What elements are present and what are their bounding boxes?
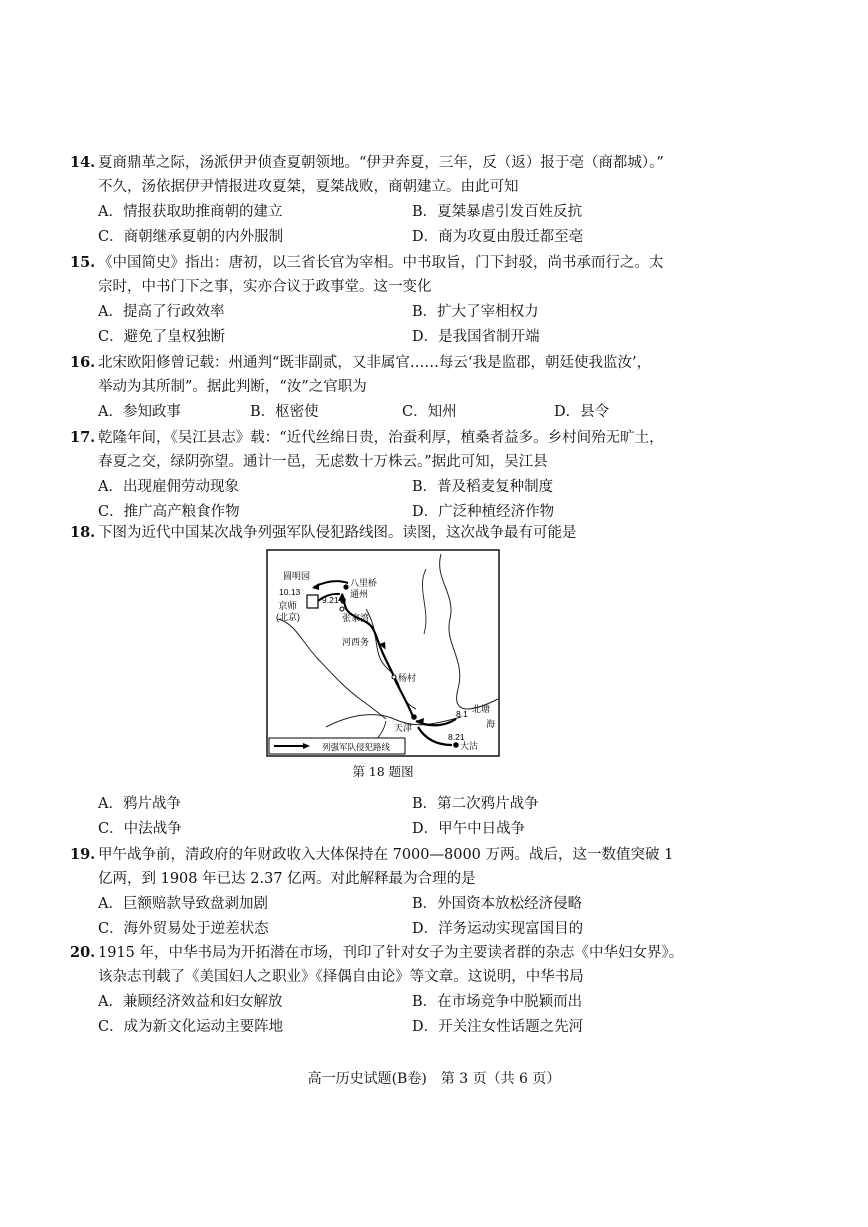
label-date-81: 8.1 <box>456 709 468 719</box>
battle-marker <box>411 714 417 720</box>
question-17 <box>70 425 810 525</box>
stem-line: 亿两，到 1908 年已达 2.37 亿两。对此解释最为合理的是 <box>98 871 476 887</box>
options <box>70 892 810 942</box>
options <box>70 475 810 525</box>
option-a[interactable]: A．鸦片战争 <box>98 796 181 812</box>
option-c[interactable]: C．推广高产粮食作物 <box>98 504 240 520</box>
options <box>70 200 810 250</box>
label-beitang: 北塘 <box>472 704 491 714</box>
label-jingshi: 京师 <box>278 601 298 612</box>
label-tongzhou: 通州 <box>350 589 369 599</box>
question-number: 19. <box>70 846 96 863</box>
option-d[interactable]: D．开关注女性话题之先河 <box>412 1019 584 1035</box>
question-number: 15. <box>70 254 96 271</box>
question-15 <box>70 250 810 350</box>
label-dagu: 大沽 <box>460 741 479 751</box>
options <box>70 792 810 842</box>
option-a[interactable]: A．提高了行政效率 <box>98 304 225 320</box>
map-svg <box>266 549 500 757</box>
battle-marker <box>453 742 459 748</box>
option-d[interactable]: D．是我国省制开端 <box>412 329 540 345</box>
stem-line: 不久，汤依据伊尹情报进攻夏桀，夏桀战败，商朝建立。由此可知 <box>98 179 519 195</box>
label-yangcun: 杨村 <box>398 673 417 683</box>
options <box>70 400 810 425</box>
option-a[interactable]: A．兼顾经济效益和妇女解放 <box>98 994 283 1010</box>
option-c[interactable]: C．商朝继承夏朝的内外服制 <box>98 229 284 245</box>
options <box>70 300 810 350</box>
legend-label: 列强军队侵犯路线 <box>322 742 391 752</box>
option-d[interactable]: D．洋务运动实现富国目的 <box>412 921 584 937</box>
town-marker <box>340 607 344 611</box>
question-stem <box>70 842 810 867</box>
option-c[interactable]: C．避免了皇权独断 <box>98 329 226 345</box>
question-stem <box>70 150 810 175</box>
option-a[interactable]: A．参知政事 <box>98 404 181 420</box>
stem-line: 1915 年，中华书局为开拓潜在市场，刊印了针对女子为主要读者群的杂志《中华妇女界》。 <box>98 945 684 961</box>
question-16 <box>70 350 810 425</box>
options <box>70 990 810 1040</box>
question-stem <box>70 520 810 545</box>
option-c[interactable]: C．海外贸易处于逆差状态 <box>98 921 269 937</box>
option-b[interactable]: B．枢密使 <box>250 404 319 420</box>
label-date-921: 9.21 <box>322 595 339 605</box>
option-c[interactable]: C．中法战争 <box>98 821 182 837</box>
question-number: 20. <box>70 944 96 961</box>
label-date-1013: 10.13 <box>279 587 301 597</box>
option-c[interactable]: C．成为新文化运动主要阵地 <box>98 1019 284 1035</box>
option-b[interactable]: B．夏桀暴虐引发百姓反抗 <box>412 204 583 220</box>
label-yuanmingyuan: 圆明园 <box>283 571 311 581</box>
label-hexiwu: 河西务 <box>342 637 370 647</box>
stem-line: 乾隆年间，《吴江县志》载：“近代丝绵日贵，治蚕利厚，植桑者益多。乡村间殆无旷土， <box>98 430 664 446</box>
question-18-options <box>70 792 810 842</box>
stem-line: 该杂志刊载了《美国妇人之职业》《择偶自由论》等文章。这说明，中华书局 <box>98 969 584 985</box>
question-stem <box>70 350 810 375</box>
label-zhangjiawan: 张家湾 <box>342 613 370 623</box>
capital-marker <box>307 595 318 608</box>
option-b[interactable]: B．第二次鸦片战争 <box>412 796 539 812</box>
stem-line: 《中国简史》指出：唐初，以三省长官为宰相。中书取旨，门下封驳，尚书承而行之。太 <box>98 255 664 271</box>
question-number: 14. <box>70 154 96 171</box>
page-footer: 高一历史试题(B卷) 第 3 页（共 6 页） <box>307 1071 561 1087</box>
option-b[interactable]: B．外国资本放松经济侵略 <box>412 896 583 912</box>
option-b[interactable]: B．普及稻麦复种制度 <box>412 479 554 495</box>
stem-line: 宗时，中书门下之事，实亦合议于政事堂。这一变化 <box>98 279 432 295</box>
label-date-821: 8.21 <box>448 732 465 742</box>
question-19 <box>70 842 810 942</box>
option-b[interactable]: B．扩大了宰相权力 <box>412 304 539 320</box>
label-beijing: (北京) <box>276 612 300 622</box>
question-number: 17. <box>70 429 96 446</box>
label-sea: 海 <box>486 719 496 729</box>
battle-marker <box>340 598 345 603</box>
option-d[interactable]: D．商为攻夏由殷迁都至亳 <box>412 229 584 245</box>
question-number: 16. <box>70 354 96 371</box>
town-marker <box>392 675 396 679</box>
option-b[interactable]: B．在市场竞争中脱颖而出 <box>412 994 583 1010</box>
stem-line: 下图为近代中国某次战争列强军队侵犯路线图。读图，这次战争最有可能是 <box>98 525 577 541</box>
question-18 <box>70 520 810 545</box>
stem-line: 举动为其所制”。据此判断，“汝”之官职为 <box>98 379 367 395</box>
question-stem <box>70 250 810 275</box>
question-stem <box>70 425 810 450</box>
stem-line: 春夏之交，绿阴弥望。通计一邑，无虑数十万株云。”据此可知，吴江县 <box>98 454 548 470</box>
option-a[interactable]: A．出现雇佣劳动现象 <box>98 479 239 495</box>
option-a[interactable]: A．巨额赔款导致盘剥加剧 <box>98 896 268 912</box>
option-a[interactable]: A．情报获取助推商朝的建立 <box>98 204 283 220</box>
battle-marker <box>343 584 348 589</box>
map-caption: 第 18 题图 <box>352 764 414 779</box>
label-tianjin: 天津 <box>394 723 413 733</box>
invasion-route-map <box>266 549 500 757</box>
stem-line: 夏商鼎革之际，汤派伊尹侦查夏朝领地。“伊尹奔夏，三年，反（返）报于亳（商都城）。” <box>98 155 664 171</box>
option-d[interactable]: D．广泛种植经济作物 <box>412 504 555 520</box>
stem-line: 甲午战争前，清政府的年财政收入大体保持在 7000—8000 万两。战后，这一数值突破 1 <box>98 847 674 863</box>
option-c[interactable]: C．知州 <box>402 404 457 420</box>
question-number: 18. <box>70 524 96 541</box>
label-baliqiao: 八里桥 <box>350 578 378 588</box>
option-d[interactable]: D．县令 <box>554 404 610 420</box>
question-14 <box>70 150 810 250</box>
question-stem <box>70 940 810 965</box>
stem-line: 北宋欧阳修曾记载：州通判“既非副贰，又非属官……每云‘我是监郡，朝廷使我监汝’， <box>98 355 652 371</box>
question-20 <box>70 940 810 1040</box>
option-d[interactable]: D．甲午中日战争 <box>412 821 526 837</box>
